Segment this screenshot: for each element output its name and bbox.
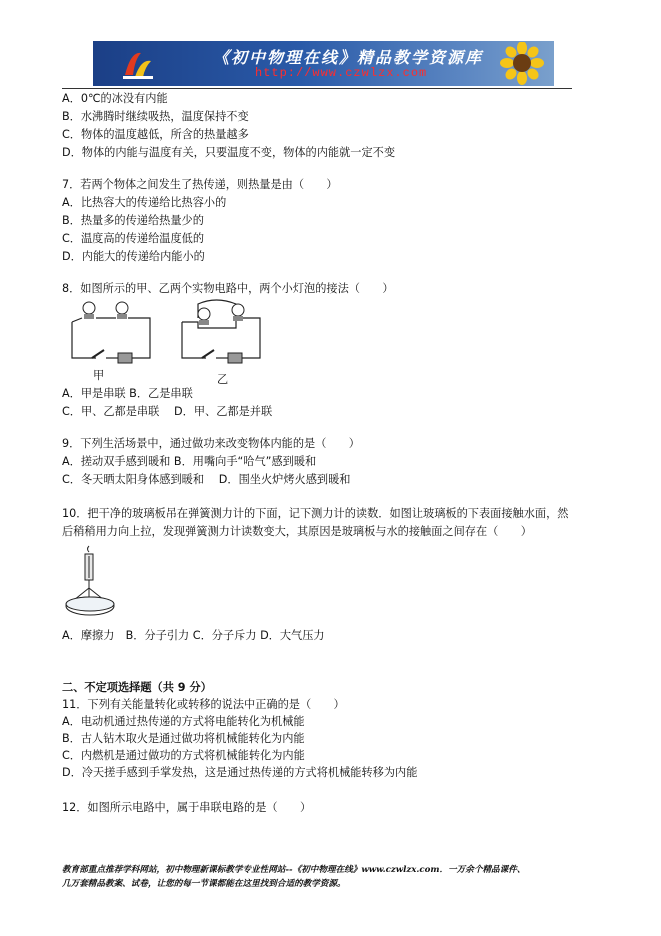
q10-stem-line2: 后稍稍用力向上拉，发现弹簧测力计读数变大，其原因是玻璃板与水的接触面之间存在（ ） [62, 525, 532, 538]
q11-option-a: A．电动机通过热传递的方式将电能转化为机械能 [62, 715, 305, 728]
bulb-icon [232, 304, 244, 321]
q11-option-b: B．古人钻木取火是通过做功将机械能转化为内能 [62, 732, 305, 745]
q11-stem: 11．下列有关能量转化或转移的说法中正确的是（ ） [62, 698, 345, 711]
sunflower-icon [492, 42, 548, 86]
q7-option-a: A．比热容大的传递给比热容小的 [62, 196, 227, 209]
bulb-icon [198, 308, 210, 325]
q9-options-ab: A．搓动双手感到暖和 B．用嘴向手“哈气”感到暖和 [62, 455, 317, 468]
banner-url[interactable]: http://www.czwlzx.com [255, 66, 428, 80]
q7-option-b: B．热量多的传递给热量少的 [62, 214, 204, 227]
q7-option-c: C．温度高的传递给温度低的 [62, 232, 205, 245]
site-logo-icon [121, 47, 155, 81]
bulb-icon [83, 302, 95, 319]
q6-option-c: C．物体的温度越低，所含的热量越多 [62, 128, 249, 141]
q6-option-d: D．物体的内能与温度有关，只要温度不变，物体的内能就一定不变 [62, 146, 396, 159]
q6-option-b: B．水沸腾时继续吸热，温度保持不变 [62, 110, 249, 123]
q7-stem: 7．若两个物体之间发生了热传递，则热量是由（ ） [62, 178, 338, 191]
circuit-jia-figure [66, 298, 156, 370]
footer-line-2: 几万套精品教案、试卷，让您的每一节课都能在这里找到合适的教学资源。 [62, 879, 346, 889]
circuit-yi-figure [176, 298, 266, 370]
q6-option-a: A．0℃的冰没有内能 [62, 92, 168, 105]
q10-stem-line1: 10．把干净的玻璃板吊在弹簧测力计的下面，记下测力计的读数．如图让玻璃板的下表面接触水面，然 [62, 507, 569, 520]
q10-options: A．摩擦力 B．分子引力 C．分子斥力 D．大气压力 [62, 629, 325, 642]
section-2-heading: 二、不定项选择题（共 9 分） [62, 681, 212, 694]
circuit-yi-label: 乙 [217, 373, 229, 386]
spring-balance-figure [64, 544, 124, 620]
switch-icon [92, 350, 104, 358]
header-banner [93, 41, 554, 86]
q9-stem: 9．下列生活场景中，通过做功来改变物体内能的是（ ） [62, 437, 360, 450]
battery-icon [118, 353, 132, 363]
q9-options-cd: C．冬天晒太阳身体感到暖和 D．围坐火炉烤火感到暖和 [62, 473, 351, 486]
page-footer [62, 863, 602, 891]
header-rule [62, 88, 572, 89]
circuit-jia-label: 甲 [93, 369, 105, 382]
q7-option-d: D．内能大的传递给内能小的 [62, 250, 205, 263]
q11-option-c: C．内燃机是通过做功的方式将机械能转化为内能 [62, 749, 305, 762]
q8-options-cd: C．甲、乙都是串联 D．甲、乙都是并联 [62, 405, 273, 418]
battery-icon [228, 353, 242, 363]
footer-line-1: 教育部重点推荐学科网站，初中物理新课标教学专业性网站--《初中物理在线》www.czwlzx.com．一万余个精品课件、 [62, 865, 526, 875]
switch-icon [202, 350, 214, 358]
q8-options-ab: A．甲是串联 B．乙是串联 [62, 387, 193, 400]
q12-stem: 12．如图所示电路中，属于串联电路的是（ ） [62, 801, 312, 814]
banner-title: 《初中物理在线》精品教学资源库 [213, 48, 484, 67]
q11-option-d: D．冷天搓手感到手掌发热，这是通过热传递的方式将机械能转移为内能 [62, 766, 418, 779]
q8-stem: 8．如图所示的甲、乙两个实物电路中，两个小灯泡的接法（ ） [62, 282, 394, 295]
bulb-icon [116, 302, 128, 319]
